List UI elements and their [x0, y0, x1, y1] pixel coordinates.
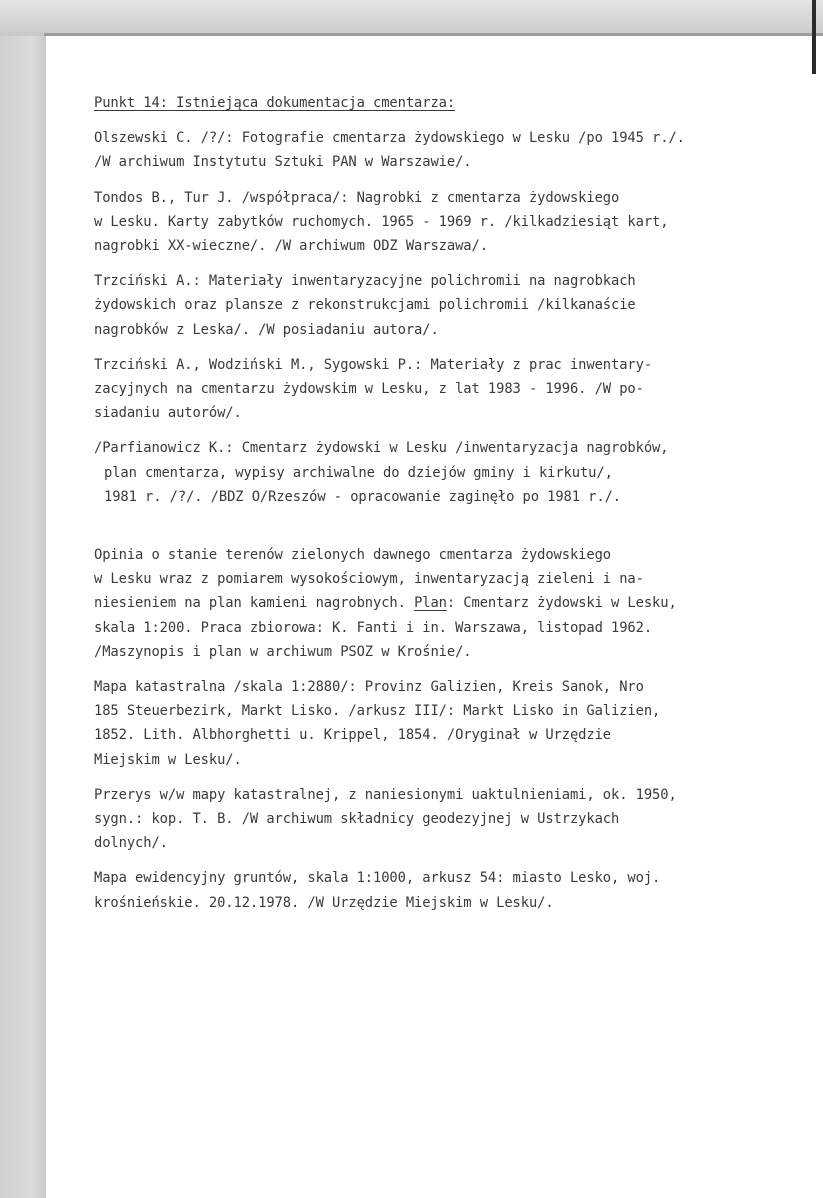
entry-line: skala 1:200. Praca zbiorowa: K. Fanti i in. Warszawa, listopad 1962. [94, 619, 653, 636]
entry-trzcinski-wodzinski [94, 353, 814, 426]
entry-line: sygn.: kop. T. B. /W archiwum składnicy geodezyjnej w Ustrzykach [94, 811, 620, 828]
entry-line: Trzciński A.: Materiały inwentaryzacyjne polichromii na nagrobkach [94, 273, 636, 290]
entry-line: żydowskich oraz plansze z rekonstrukcjami polichromii /kilkanaście [94, 297, 636, 314]
entry-mapa-katastralna [94, 675, 814, 772]
entry-olszewski [94, 126, 814, 174]
entry-line: zacyjnych na cmentarzu żydowskim w Lesku, z lat 1983 - 1996. /W po- [94, 381, 644, 398]
entry-line: Opinia o stanie terenów zielonych dawnego cmentarza żydowskiego [94, 547, 612, 564]
entry-line: 1981 r. /?/. /BDZ O/Rzeszów - opracowanie zaginęło po 1981 r./. [104, 488, 622, 505]
entry-line: 185 Steuerbezirk, Markt Lisko. /arkusz III/: Markt Lisko in Galizien, [94, 703, 661, 720]
entry-line: Trzciński A., Wodziński M., Sygowski P.: Materiały z prac inwentary- [94, 356, 653, 373]
entry-opinia [94, 543, 814, 664]
entry-line: Mapa ewidencyjny gruntów, skala 1:1000, arkusz 54: miasto Lesko, woj. [94, 870, 661, 887]
entry-trzcinski [94, 269, 814, 342]
entry-line: w Lesku wraz z pomiarem wysokościowym, inwentaryzacją zieleni i na- [94, 571, 644, 588]
document-page [46, 36, 823, 1198]
entry-line: siadaniu autorów/. [94, 405, 242, 422]
entry-line: /Maszynopis i plan w archiwum PSOZ w Krośnie/. [94, 643, 472, 660]
entry-line: Miejskim w Lesku/. [94, 751, 242, 768]
entry-line: Tondos B., Tur J. /współpraca/: Nagrobki z cmentarza żydowskiego [94, 189, 620, 206]
entry-line: niesieniem na plan kamieni nagrobnych. [94, 595, 415, 612]
scan-top-edge [0, 0, 823, 36]
section-heading: Punkt 14: Istniejąca dokumentacja cmentarza: [94, 95, 456, 111]
entry-line: nagrobków z Leska/. /W posiadaniu autora/. [94, 321, 439, 338]
entry-line: Przerys w/w mapy katastralnej, z naniesionymi uaktulnieniami, ok. 1950, [94, 786, 677, 803]
entry-przerys [94, 783, 814, 856]
entry-line: /Parfianowicz K.: Cmentarz żydowski w Lesku /inwentaryzacja nagrobków, [94, 440, 669, 457]
scan-right-mark [812, 0, 816, 74]
scan-top-line [44, 33, 823, 36]
entry-line: Mapa katastralna /skala 1:2880/: Provinz Galizien, Kreis Sanok, Nro [94, 679, 644, 696]
entry-line: w Lesku. Karty zabytków ruchomych. 1965 - 1969 r. /kilkadziesiąt kart, [94, 213, 669, 230]
document-content [94, 91, 814, 926]
entry-line: dolnych/. [94, 835, 168, 852]
entry-line: plan cmentarza, wypisy archiwalne do dziejów gminy i kirkutu/, [104, 464, 613, 481]
entry-line: krośnieńskie. 20.12.1978. /W Urzędzie Miejskim w Lesku/. [94, 894, 554, 911]
entry-line: Olszewski C. /?/: Fotografie cmentarza żydowskiego w Lesku /po 1945 r./. [94, 130, 685, 147]
entry-line: nagrobki XX-wieczne/. /W archiwum ODZ Warszawa/. [94, 238, 488, 255]
entry-line: 1852. Lith. Albhorghetti u. Krippel, 1854. /Oryginał w Urzędzie [94, 727, 612, 744]
entry-parfianowicz [94, 436, 814, 509]
entry-mapa-ewidencyjny [94, 866, 814, 914]
entry-tondos [94, 186, 814, 259]
scan-left-edge [0, 36, 46, 1198]
plan-label: Plan [414, 595, 447, 612]
entry-line: /W archiwum Instytutu Sztuki PAN w Warszawie/. [94, 154, 472, 171]
entry-line: : Cmentarz żydowski w Lesku, [446, 595, 677, 612]
section-gap [94, 520, 814, 543]
